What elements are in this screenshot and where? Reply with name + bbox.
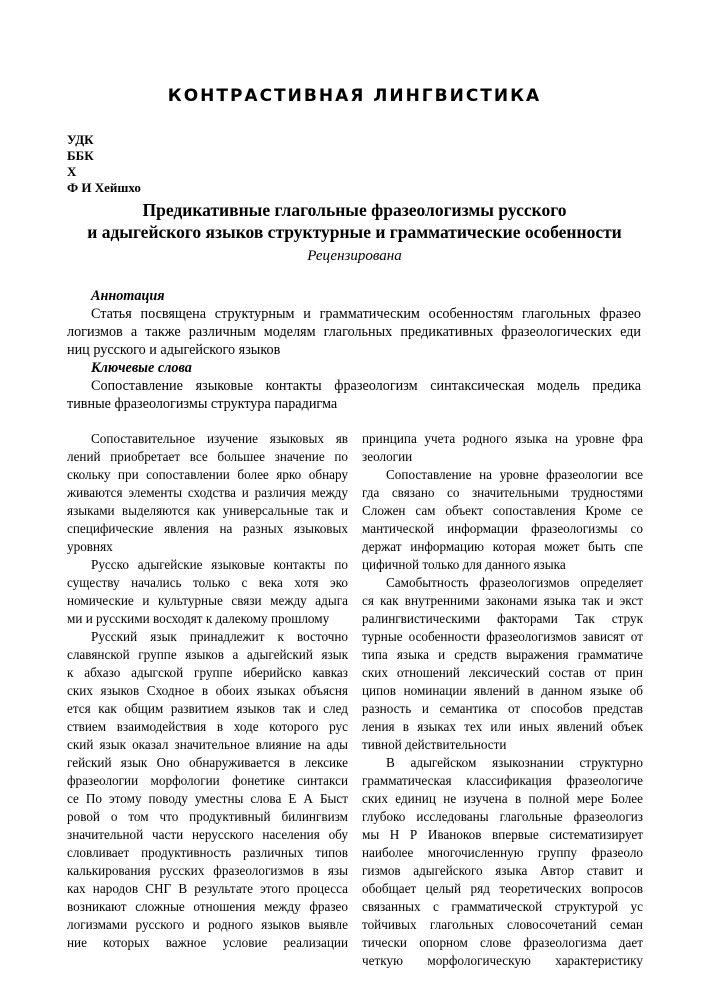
text-line: значительной части нерусского населения обу [67,827,348,842]
text-line: глубоко исследованы глагольные фразеологиз [362,809,643,824]
text-line: лений приобретает все большее значение по [67,449,348,464]
text-line: словливает продуктивность различных типов [67,845,348,860]
udc-label: УДК [67,132,94,147]
text-line: ских языков Сходное в обоих языках объясня [67,683,348,698]
text-line: ется как общим развитием языков так и след [67,701,348,716]
text-line: цифичной только для данного языка [362,557,566,572]
text-line: типа языка и средств выражения грамматиче [362,647,643,662]
text-line: ципов номинации явлений в данном языке об [362,683,643,698]
text-line: возникают сложные отношения между фразео [67,899,348,914]
text-line: гизмов адыгейского языка Автор ставит и [362,863,643,878]
text-line: ках народов СНГ В результате этого процесса [67,881,348,896]
annotation-heading: Аннотация [91,288,165,304]
text-line: ся как внутренними законами языка так и экст [362,593,643,608]
text-line: ми и русскими восходят к далекому прошлому [67,611,330,626]
text-line: держат информацию которая может быть спе [362,539,643,554]
section-title: КОНТРАСТИВНАЯ ЛИНГВИСТИКА [167,86,542,106]
body-column-right [362,430,643,970]
text-line: скольку при сопоставлении более ярко обнару [67,467,348,482]
text-line: логизмами русского и родного языков выявле [67,917,348,932]
text-line: зеологии [362,449,413,464]
text-line: ских единиц не изучена в полной мере Более [362,791,643,806]
keywords-heading: Ключевые слова [91,360,192,376]
text-line: языками выделяются как универсальные так и [67,503,348,518]
text-line: к абхазо адыгской группе иберийско кавказ [67,665,348,680]
text-line: Русско адыгейские языковые контакты по [91,557,348,572]
text-line: се По этому поводу уместны слова Е А Быст [67,791,348,806]
abstract-block [67,287,641,413]
text-line: ровой о том что продуктивный билингвизм [67,809,348,824]
text-line: четкую морфологическую характеристику [362,953,643,968]
text-line: ских отношений лексический состав от прин [362,665,643,680]
text-line: гда связано со значительными трудностями [362,485,643,500]
keywords-line: тивные фразеологизмы структура парадигма [67,396,338,412]
text-line: обобщает целый ряд теоретических вопросов [362,881,643,896]
text-line: номические и культурные связи между адыга [67,593,348,608]
annotation-line: Статья посвящена структурным и грамматическим особенностям глагольных фразео [91,306,641,322]
text-line: тойчивых глагольных словосочетаний семан [362,917,643,932]
title-line: и адыгейского языков структурные и грамматические особенности [87,222,622,242]
text-line: Сопоставление на уровне фразеологии все [386,467,643,482]
text-line: турные особенности фразеологизмов зависят от [362,629,643,644]
x-label: Х [67,164,77,179]
article-meta [67,132,141,196]
text-line: ствием взаимодействия в ходе которого рус [67,719,348,734]
text-line: связанных с грамматической структурой ус [362,899,643,914]
text-line: ления в языках тех или иных явлений объек [362,719,643,734]
text-line: мы Н Р Иваноков впервые систематизирует [362,827,643,842]
text-line: Сопоставительное изучение языковых яв [91,431,348,446]
text-line: Самобытность фразеологизмов определяет [386,575,643,590]
text-line: В адыгейском языкознании структурно [386,755,643,770]
text-line: специфические явления на разных языковых [67,521,348,536]
annotation-line: ниц русского и адыгейского языков [67,342,281,358]
article-title [0,199,709,243]
text-line: принципа учета родного языка на уровне фра [362,431,643,446]
author-name: Ф И Хейшхо [67,180,141,195]
text-line: уровнях [67,539,113,554]
title-line: Предикативные глагольные фразеологизмы русского [142,200,567,220]
text-line: тивной действительности [362,737,507,752]
text-line: калькирования русских фразеологизмов в язы [67,863,348,878]
text-line: ние которых важное условие реализации [67,935,348,950]
text-line: разность и семантика от способов представ [362,701,643,716]
text-line: тически опорном слове фразеологизма дает [362,935,643,950]
annotation-line: логизмов а также различным моделям глагольных предикативных фразеологических еди [67,324,641,340]
text-line: фразеологии морфологии фонетике синтакси [67,773,348,788]
reviewed-label: Рецензирована [307,248,402,264]
text-line: грамматическая классификация фразеологиче [362,773,643,788]
bbk-label: ББК [67,148,94,163]
text-line: славянской группе языков а адыгейский язык [67,647,348,662]
text-line: живаются элементы сходства и различия между [67,485,348,500]
text-line: Русский язык принадлежит к восточно [91,629,348,644]
text-line: Сложен сам объект сопоставления Кроме се [362,503,643,518]
text-line: мантической информации фразеологизмы со [362,521,643,536]
text-line: ралингвистическими факторами Так струк [362,611,643,626]
text-line: гейский язык Оно обнаруживается в лексике [67,755,348,770]
text-line: ский язык оказал значительное влияние на ады [67,737,348,752]
body-column-left [67,430,348,952]
text-line: наиболее многочисленную группу фразеоло [362,845,643,860]
text-line: существу начались только с века хотя эко [67,575,348,590]
keywords-line: Сопоставление языковые контакты фразеологизм синтаксическая модель предика [91,378,641,394]
